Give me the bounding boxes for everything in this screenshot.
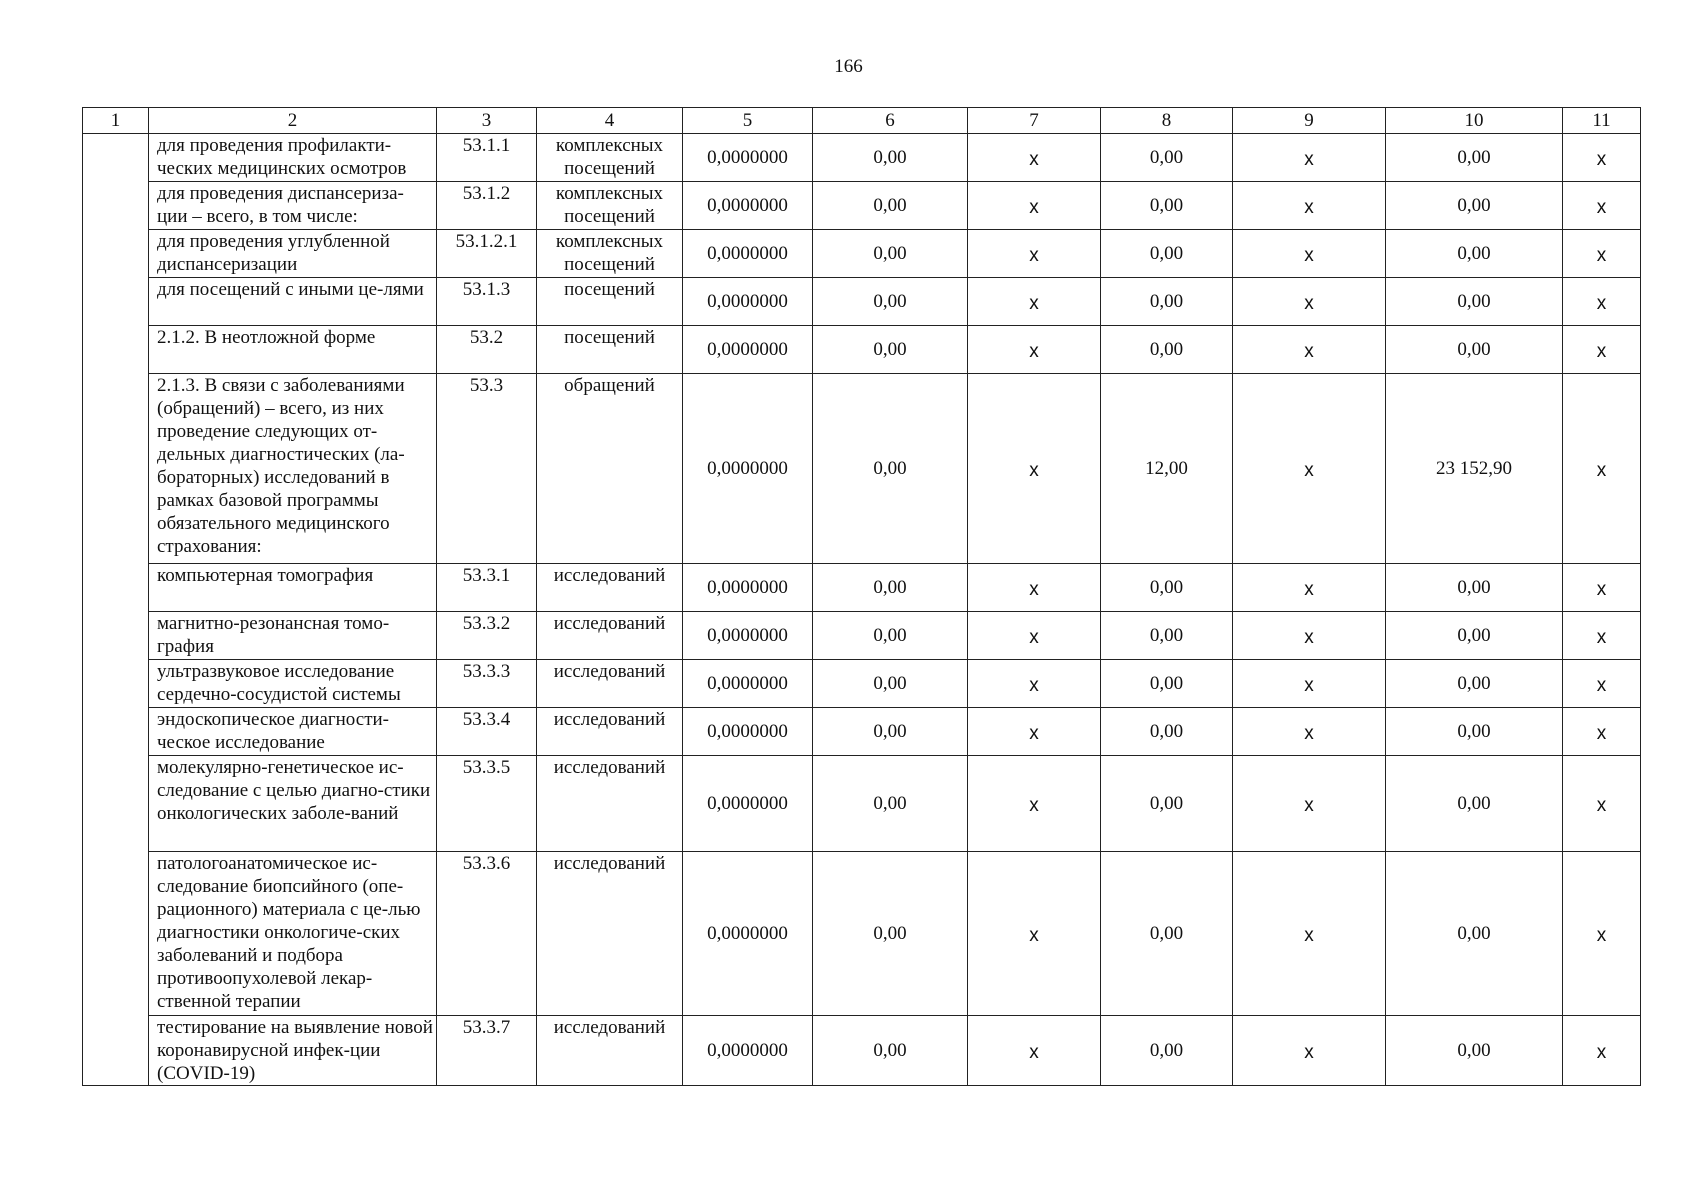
row-col9-cell: х <box>1233 278 1386 326</box>
row-unit-cell: исследований <box>537 852 683 1016</box>
row-unit-cell: комплексных посещений <box>537 134 683 182</box>
table-row <box>83 326 1641 374</box>
row-name-cell: для проведения диспансериза-ции – всего, в том числе: <box>149 182 437 230</box>
row-code-cell: 53.3.1 <box>437 564 537 612</box>
row-unit-cell: исследований <box>537 756 683 852</box>
column-header: 8 <box>1101 108 1233 134</box>
row-code-cell: 53.3.7 <box>437 1016 537 1086</box>
row-col7-cell: х <box>968 660 1101 708</box>
row-col7-cell: х <box>968 1016 1101 1086</box>
column-header: 1 <box>83 108 149 134</box>
row-col6-cell: 0,00 <box>813 326 968 374</box>
row-col5-cell: 0,0000000 <box>683 230 813 278</box>
column-header: 5 <box>683 108 813 134</box>
table-row <box>83 182 1641 230</box>
row-col8-cell: 0,00 <box>1101 756 1233 852</box>
row-code-cell: 53.2 <box>437 326 537 374</box>
page-number: 166 <box>834 56 863 77</box>
row-unit-cell: комплексных посещений <box>537 230 683 278</box>
row-col9-cell: х <box>1233 1016 1386 1086</box>
row-col11-cell: х <box>1563 1016 1641 1086</box>
row-col8-cell: 0,00 <box>1101 612 1233 660</box>
row-col6-cell: 0,00 <box>813 564 968 612</box>
row-col5-cell: 0,0000000 <box>683 852 813 1016</box>
row-code-cell: 53.3.6 <box>437 852 537 1016</box>
row-col11-cell: х <box>1563 134 1641 182</box>
column-header-row <box>83 108 1641 134</box>
row-col6-cell: 0,00 <box>813 134 968 182</box>
row-col10-cell: 0,00 <box>1386 230 1563 278</box>
row-col6-cell: 0,00 <box>813 230 968 278</box>
row-name-cell: патологоанатомическое ис-следование биопсийного (опе-рационного) материала с це-лью диагностики онкологиче-ских заболеваний и подбора противоопухолевой лекар-ственной терапии <box>149 852 437 1016</box>
column-header: 6 <box>813 108 968 134</box>
row-col10-cell: 0,00 <box>1386 326 1563 374</box>
column-header: 7 <box>968 108 1101 134</box>
row-unit-cell: исследований <box>537 564 683 612</box>
row-col9-cell: х <box>1233 374 1386 564</box>
table-row <box>83 1016 1641 1086</box>
row-unit-cell: исследований <box>537 708 683 756</box>
row-col8-cell: 0,00 <box>1101 1016 1233 1086</box>
row-name-cell: для посещений с иными це-лями <box>149 278 437 326</box>
row-col11-cell: х <box>1563 326 1641 374</box>
row-col6-cell: 0,00 <box>813 708 968 756</box>
column-header: 11 <box>1563 108 1641 134</box>
row-col11-cell: х <box>1563 278 1641 326</box>
row-col6-cell: 0,00 <box>813 756 968 852</box>
row-code-cell: 53.3 <box>437 374 537 564</box>
row-unit-cell: комплексных посещений <box>537 182 683 230</box>
row-name-cell: для проведения углубленной диспансеризации <box>149 230 437 278</box>
row-group-cell <box>83 134 149 1086</box>
column-header: 10 <box>1386 108 1563 134</box>
column-header: 3 <box>437 108 537 134</box>
row-col11-cell: х <box>1563 852 1641 1016</box>
row-col7-cell: х <box>968 852 1101 1016</box>
row-col9-cell: х <box>1233 182 1386 230</box>
row-col5-cell: 0,0000000 <box>683 564 813 612</box>
row-col10-cell: 0,00 <box>1386 1016 1563 1086</box>
data-table <box>82 107 1641 1086</box>
row-unit-cell: исследований <box>537 660 683 708</box>
row-col7-cell: х <box>968 278 1101 326</box>
row-col8-cell: 0,00 <box>1101 134 1233 182</box>
row-col7-cell: х <box>968 230 1101 278</box>
row-col9-cell: х <box>1233 756 1386 852</box>
column-header: 2 <box>149 108 437 134</box>
row-col10-cell: 23 152,90 <box>1386 374 1563 564</box>
row-code-cell: 53.1.3 <box>437 278 537 326</box>
row-col10-cell: 0,00 <box>1386 756 1563 852</box>
row-col6-cell: 0,00 <box>813 612 968 660</box>
row-col6-cell: 0,00 <box>813 660 968 708</box>
row-name-cell: 2.1.3. В связи с заболеваниями (обращений) – всего, из них проведение следующих от-дельных диагностических (ла-бораторных) исследований в рамках базовой программы обязательного медицинского страхования: <box>149 374 437 564</box>
row-col10-cell: 0,00 <box>1386 134 1563 182</box>
row-col5-cell: 0,0000000 <box>683 134 813 182</box>
row-col7-cell: х <box>968 182 1101 230</box>
table-row <box>83 564 1641 612</box>
row-unit-cell: исследований <box>537 612 683 660</box>
row-col11-cell: х <box>1563 230 1641 278</box>
row-unit-cell: обращений <box>537 374 683 564</box>
row-col9-cell: х <box>1233 708 1386 756</box>
column-header: 4 <box>537 108 683 134</box>
row-col10-cell: 0,00 <box>1386 708 1563 756</box>
row-col5-cell: 0,0000000 <box>683 660 813 708</box>
row-col5-cell: 0,0000000 <box>683 1016 813 1086</box>
row-name-cell: ультразвуковое исследование сердечно-сосудистой системы <box>149 660 437 708</box>
row-unit-cell: посещений <box>537 326 683 374</box>
table-row <box>83 852 1641 1016</box>
row-col5-cell: 0,0000000 <box>683 326 813 374</box>
row-col8-cell: 0,00 <box>1101 182 1233 230</box>
row-name-cell: магнитно-резонансная томо-графия <box>149 612 437 660</box>
row-unit-cell: посещений <box>537 278 683 326</box>
table-row <box>83 660 1641 708</box>
row-col8-cell: 0,00 <box>1101 708 1233 756</box>
column-header: 9 <box>1233 108 1386 134</box>
row-col10-cell: 0,00 <box>1386 278 1563 326</box>
row-col9-cell: х <box>1233 660 1386 708</box>
table-row <box>83 134 1641 182</box>
row-code-cell: 53.1.1 <box>437 134 537 182</box>
row-col9-cell: х <box>1233 230 1386 278</box>
row-col5-cell: 0,0000000 <box>683 708 813 756</box>
row-col8-cell: 0,00 <box>1101 278 1233 326</box>
row-col6-cell: 0,00 <box>813 1016 968 1086</box>
row-code-cell: 53.3.2 <box>437 612 537 660</box>
row-col5-cell: 0,0000000 <box>683 374 813 564</box>
row-code-cell: 53.3.5 <box>437 756 537 852</box>
row-col6-cell: 0,00 <box>813 182 968 230</box>
row-col10-cell: 0,00 <box>1386 182 1563 230</box>
table-row <box>83 230 1641 278</box>
row-code-cell: 53.3.3 <box>437 660 537 708</box>
row-col9-cell: х <box>1233 564 1386 612</box>
row-col10-cell: 0,00 <box>1386 564 1563 612</box>
row-col11-cell: х <box>1563 708 1641 756</box>
row-unit-cell: исследований <box>537 1016 683 1086</box>
row-col7-cell: х <box>968 756 1101 852</box>
row-col5-cell: 0,0000000 <box>683 612 813 660</box>
row-col11-cell: х <box>1563 374 1641 564</box>
row-name-cell: тестирование на выявление новой коронавирусной инфек-ции (COVID-19) <box>149 1016 437 1086</box>
row-col5-cell: 0,0000000 <box>683 278 813 326</box>
row-col10-cell: 0,00 <box>1386 612 1563 660</box>
row-col8-cell: 0,00 <box>1101 564 1233 612</box>
row-col5-cell: 0,0000000 <box>683 182 813 230</box>
row-col7-cell: х <box>968 612 1101 660</box>
table-body <box>83 134 1641 1086</box>
row-col11-cell: х <box>1563 660 1641 708</box>
row-col8-cell: 0,00 <box>1101 230 1233 278</box>
row-col7-cell: х <box>968 708 1101 756</box>
row-col9-cell: х <box>1233 612 1386 660</box>
row-col11-cell: х <box>1563 564 1641 612</box>
row-name-cell: 2.1.2. В неотложной форме <box>149 326 437 374</box>
row-name-cell: для проведения профилакти-ческих медицинских осмотров <box>149 134 437 182</box>
table-row <box>83 374 1641 564</box>
table-row <box>83 278 1641 326</box>
row-col7-cell: х <box>968 374 1101 564</box>
row-col10-cell: 0,00 <box>1386 660 1563 708</box>
row-code-cell: 53.3.4 <box>437 708 537 756</box>
row-col9-cell: х <box>1233 326 1386 374</box>
row-col5-cell: 0,0000000 <box>683 756 813 852</box>
row-col6-cell: 0,00 <box>813 278 968 326</box>
table-row <box>83 612 1641 660</box>
row-col7-cell: х <box>968 564 1101 612</box>
row-col7-cell: х <box>968 326 1101 374</box>
row-col7-cell: х <box>968 134 1101 182</box>
table-row <box>83 756 1641 852</box>
row-col11-cell: х <box>1563 756 1641 852</box>
row-name-cell: эндоскопическое диагности-ческое исследование <box>149 708 437 756</box>
table-row <box>83 708 1641 756</box>
row-col10-cell: 0,00 <box>1386 852 1563 1016</box>
row-col8-cell: 12,00 <box>1101 374 1233 564</box>
row-code-cell: 53.1.2 <box>437 182 537 230</box>
row-name-cell: молекулярно-генетическое ис-следование с целью диагно-стики онкологических заболе-ваний <box>149 756 437 852</box>
row-col8-cell: 0,00 <box>1101 660 1233 708</box>
row-col11-cell: х <box>1563 182 1641 230</box>
row-col11-cell: х <box>1563 612 1641 660</box>
row-col6-cell: 0,00 <box>813 852 968 1016</box>
row-col9-cell: х <box>1233 852 1386 1016</box>
row-col8-cell: 0,00 <box>1101 326 1233 374</box>
row-col9-cell: х <box>1233 134 1386 182</box>
row-col8-cell: 0,00 <box>1101 852 1233 1016</box>
row-name-cell: компьютерная томография <box>149 564 437 612</box>
row-code-cell: 53.1.2.1 <box>437 230 537 278</box>
row-col6-cell: 0,00 <box>813 374 968 564</box>
